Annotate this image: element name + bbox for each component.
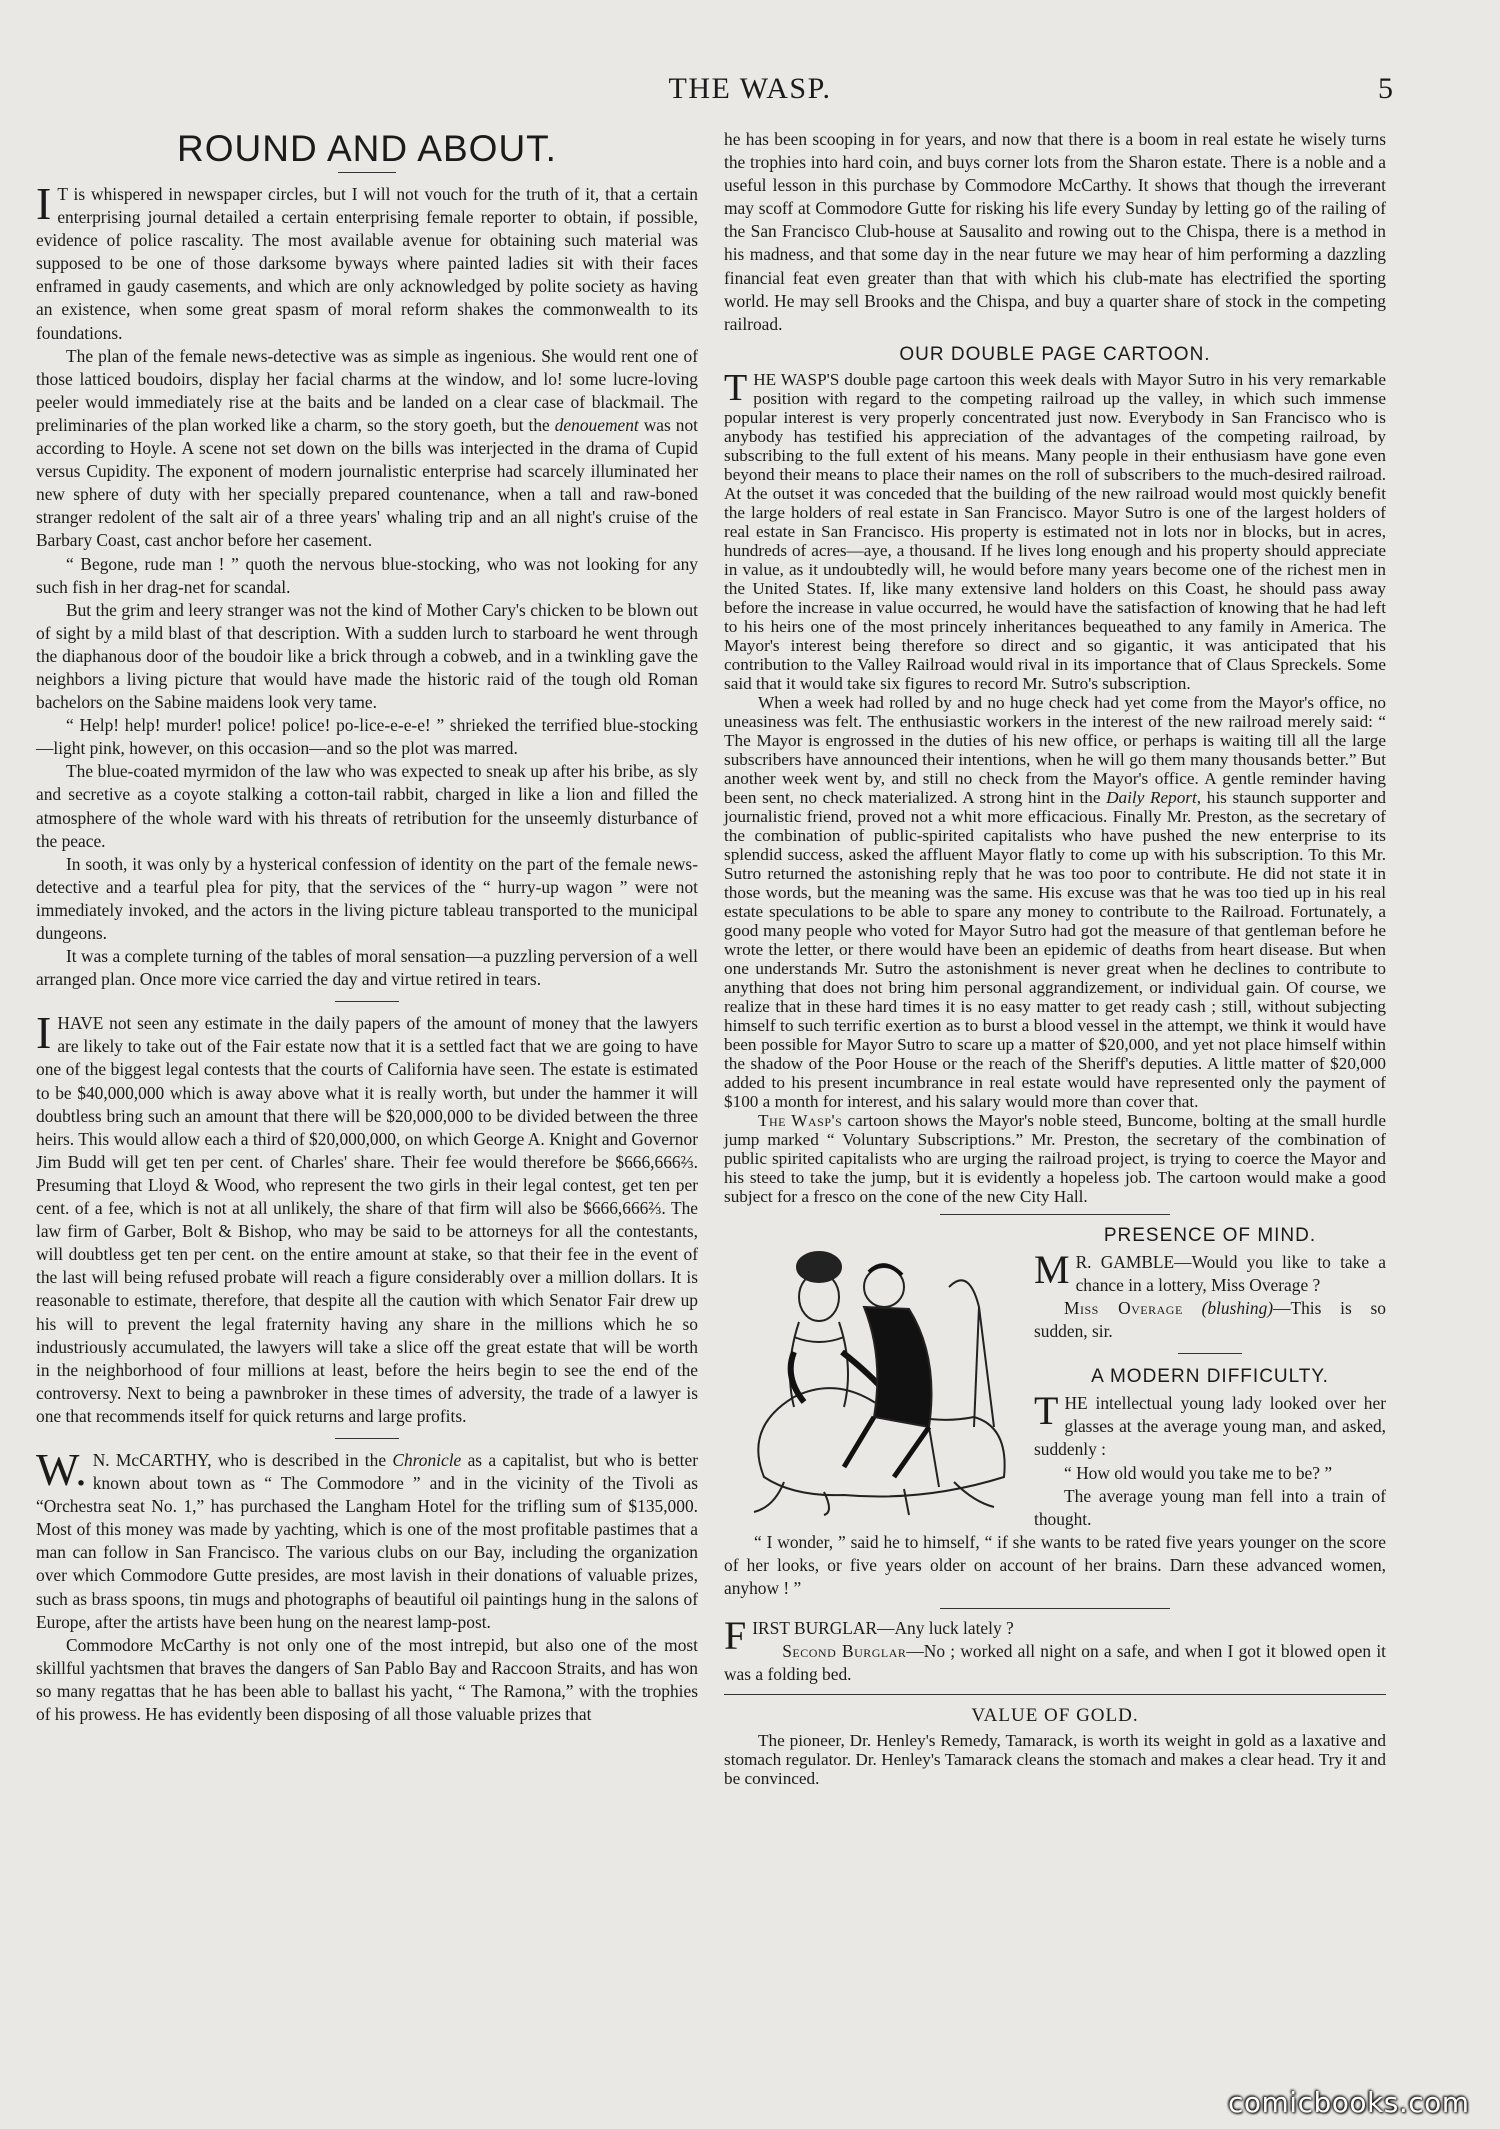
section-divider	[724, 1694, 1386, 1695]
couple-illustration	[724, 1227, 1020, 1517]
article-paragraph: But the grim and leery stranger was not the kind of Mother Cary's chicken to be blown out of sight by a mild blast of that description. With a sudden lurch to starboard he went through the diaphanous door of the boudoir like a brick through a cobweb, and in a twinkling gave the neighbors a living picture that would have made the historic raid of the tough old Roman bachelors on the Sabine maidens look very tame.	[36, 599, 698, 713]
right-column	[724, 128, 1386, 1788]
article-paragraph: The plan of the female news-detective was as simple as ingenious. She would rent one of those latticed boudoirs, display her facial charms at the window, and lo! some lucre-loving peeler would immediately rise at the baits and be landed on a clear case of blackmail. The preliminaries of the plan worked like a charm, so the story goeth, but the denouement was not according to Hoyle. A scene not set down on the bills was interjected in the drama of Cupid versus Cupidity. The exponent of modern journalistic enterprise had scarcely illuminated her new sphere of duty with her specially prepared countenance, when a tall and raw-boned stranger redolent of the salt air of a three years' whaling trip and an all night's cruise of the Barbary Coast, cast anchor before her casement.	[36, 345, 698, 551]
page-number: 5	[1378, 72, 1393, 105]
article-paragraph: In sooth, it was only by a hysterical confession of identity on the part of the female news-detective and a tearful plea for pity, that the services of the “ hurry-up wagon ” were not immediately invoked, and the actors in the living picture tableau transported to the municipal dungeons.	[36, 853, 698, 943]
dialogue-line: FIRST BURGLAR—Any luck lately ?	[724, 1613, 1014, 1659]
drop-cap: F	[724, 1613, 747, 1659]
presence-of-mind-title: PRESENCE OF MIND.	[1103, 1224, 1317, 1246]
cartoon-article	[724, 366, 1387, 1206]
couple-illustration-drawing	[724, 1227, 1020, 1517]
drop-cap: T	[1034, 1388, 1059, 1434]
article-paragraph: When a week had rolled by and no huge check had yet come from the Mayor's office, no uneasiness was felt. The enthusiastic workers in the interest of the new railroad merely said: “ The Mayor is engrossed in the duties of his new office, or perhaps is waiting till all the large subscribers have announced their intentions, when he will go them many thousands better.” But another week went by, and still no check from the Mayor's office. A gentle reminder having been sent, no check materialized. A strong hint in the Daily Report, his staunch supporter and journalistic friend, proved not a whit more efficacious. Finally Mr. Preston, as the secretary of the combination of public-spirited capitalists who have pushed the new enterprise to its splendid success, asked the affluent Mayor flatly to come up with his subscription. To this Mr. Sutro returned the astonishing reply that he was too poor to contribute. He did not state it in those words, but the meaning was the same. His excuse was that he was too tied up in his real estate speculations to be able to spare any money to contribute to the Railroad. Fortunately, a good many people who voted for Mayor Sutro had got the measure of that gentleman before he wrote the letter, or there would have been an epidemic of deaths from heart disease. But when one understands Mr. Sutro the astonishment is never great when he declines to contribute to anything that does not bring him personal aggrandizement, or individual gain. Of course, we realize that in these hard times it is no easy matter to get ready cash ; still, without subjecting himself to such terrific exertion as to burst a blood vessel in the attempt, we think it would have been possible for Mayor Sutro to scare up a matter of $20,000, and yet not place himself within the shadow of the Poor House or the reach of the Sheriff's deputies. A little matter of $20,000 added to his present incumbrance in real estate would have represented only the payment of $100 a month for interest, and his salary would more than cover that.	[724, 692, 1387, 1111]
section-divider	[335, 1001, 399, 1002]
article-paragraph: Commodore McCarthy is not only one of the most intrepid, but also one of the most skillful yachtsmen that braves the dangers of San Pablo Bay and Raccoon Straits, and has won so many regattas that he has been able to ballast his yacht, “ The Ramona,” with the trophies of his prowess. He has evidently been disposing of all those valuable prizes that	[36, 1634, 698, 1724]
article-paragraph: The blue-coated myrmidon of the law who was expected to sneak up after his bribe, as sly and secretive as a coyote stalking a cotton-tail rabbit, charged in like a lion and filled the atmosphere of the whole ward with his threats of retribution for the unseemly disturbance of the peace.	[36, 761, 698, 851]
section-divider	[335, 1438, 399, 1439]
article-paragraph: THE WASP'S double page cartoon this week deals with Mayor Sutro in his very remarkable position with regard to the competing railroad up the valley, in which such immense popular interest is very properly concentrated just now. Everybody in San Francisco who is anybody has testified his appreciation of the advantages of the competing railroad, by subscribing to the full extent of his means. Many people in their enthusiasm have gone even beyond their means to place their names on the roll of subscribers to the much-desired railroad. At the outset it was conceded that the building of the new railroad would most quickly benefit the large holders of real estate in San Francisco. Mayor Sutro is one of the largest holders of real estate in San Francisco. His property is estimated not in lots nor in blocks, but in acres, hundreds of acres—aye, a thousand. If he lives long enough and his property should appreciate in value, as it undoubtedly will, he would before many years become one of the richest men in the United States. If, like many extensive land holders on this Coast, he should pass away before the increase in value occurred, he would have the satisfaction of knowing that he had left to his heirs one of the most princely inheritances bequeathed to any family in America. The Mayor's interest being therefore so direct and so gigantic, it was anticipated that his contribution to the Valley Railroad would rival in its importance that of Claus Spreckels. Some said that it would take six figures to record Mr. Sutro's subscription.	[724, 366, 1386, 693]
running-head: THE WASP.	[668, 72, 832, 105]
article-paragraph: “ Help! help! murder! police! police! po-lice-e-e-e! ” shrieked the terrified blue-stocking—light pink, however, on this occasion—and so the plot was marred.	[36, 715, 698, 759]
article-paragraph: THE intellectual young lady looked over her glasses at the average young man, and asked, suddenly :	[1034, 1388, 1386, 1460]
article-paragraph: “ Begone, rude man ! ” quoth the nervous blue-stocking, who was not looking for any such fish in her drag-net for scandal.	[36, 553, 698, 597]
cartoon-title: OUR DOUBLE PAGE CARTOON.	[899, 343, 1211, 365]
round-and-about-title: ROUND AND ABOUT.	[177, 128, 557, 169]
watermark-logo: comicbooks.com	[1228, 2086, 1470, 2119]
article-paragraph: The Wasp's cartoon shows the Mayor's noble steed, Buncome, bolting at the small hurdle jump marked “ Voluntary Subscriptions.” Mr. Preston, the secretary of the combination of public spirited capitalists who are urging the railroad project, is trying to coerce the Mayor and his steed to take the jump, but it is evidently a hopeless job. The cartoon would make a good subject for a fresco on the cone of the new City Hall.	[724, 1110, 1386, 1206]
dialogue-line: Second Burglar—No ; worked all night on a safe, and when I got it blowed open it was a folding bed.	[724, 1641, 1386, 1685]
dialogue-line: Miss Overage (blushing)—This is so sudden, sir.	[1034, 1298, 1386, 1342]
article-paragraph: I T is whispered in newspaper circles, but I will not vouch for the truth of it, that a certain enterprising journal detailed a certain enterprising female reporter to obtain, if possible, evidence of police rascality. The most available avenue for obtaining such material was supposed to be one of those darksome byways where painted ladies sit with their faces enframed in gaudy casements, and which are only acknowledged by polite society as having an existence, when some great spasm of moral reform shakes the commonwealth to its foundations.	[36, 178, 698, 343]
section-divider	[940, 1214, 1170, 1215]
drop-cap: W.	[36, 1443, 87, 1495]
drop-cap: I	[36, 178, 52, 229]
article-paragraph: “ I wonder, ” said he to himself, “ if she wants to be rated five years younger on the score of her looks, or five years older on account of her brains. Darn these advanced women, anyhow ! ”	[724, 1531, 1386, 1598]
dialogue-line: M R. GAMBLE—Would you like to take a chance in a lottery, Miss Overage ?	[1034, 1246, 1386, 1295]
modern-difficulty-title: A MODERN DIFFICULTY.	[1091, 1366, 1329, 1388]
advert-text: The pioneer, Dr. Henley's Remedy, Tamarack, is worth its weight in gold as a laxative and stomach regulator. Dr. Henley's Tamarack cleans the stomach and makes a clear head. Try it and be convinced.	[724, 1731, 1386, 1789]
value-of-gold-title: VALUE OF GOLD.	[971, 1705, 1139, 1727]
drop-cap: T	[724, 366, 748, 409]
drop-cap: I	[36, 1007, 52, 1059]
article-paragraph: W. N. McCARTHY, who is described in the Chronicle as a capitalist, but who is better known about town as “ The Commodore ” and in the vicinity of the Tivoli as “Orchestra seat No. 1,” has purchased the Langham Hotel for the trifling sum of $135,000. Most of this money was made by yachting, which is one of the most profitable pastimes that a man can follow in San Francisco. The various clubs on our Bay, including the organization over which Commodore Gutte presides, are most lavish in their donations of valuable prizes, such as brass spoons, tin mugs and photographs of beautiful oil paintings hung in the salons of Europe, after the artists have been hung on the nearest lamp-post.	[36, 1443, 698, 1632]
article-paragraph: IHAVE not seen any estimate in the daily papers of the amount of money that the lawyers are likely to take out of the Fair estate now that it is a settled fact that we are going to have one of the biggest legal contests that the courts of California have seen. The estate is estimated to be $40,000,000 which is away above what it is really worth, but under the hammer it will doubtless bring such an amount that there will be $20,000,000 to be divided between the three heirs. This would allow each a third of $20,000,000, on which George A. Knight and Governor Jim Budd will get ten per cent. of Charles' share. Their fee would therefore be $666,666⅔. Presuming that Lloyd & Wood, who represent the two girls in their legal contest, get ten per cent. of a fee, which is not at all unlikely, the share of that firm will also be $666,666⅔. The law firm of Garber, Bolt & Bishop, who may be said to be attorneys for all the contestants, will doubtless get ten per cent. on the entire amount at stake, so that their fee in the event of the last will being refused probate will reach a figure considerably over a million dollars. It is reasonable to estimate, therefore, that despite all the caution with which Senator Fair drew up his will to prevent the legal fraternity having any share in the millions which he so industriously accumulated, the lawyers will take a slice off the great estate that will be worth in the neighborhood of four millions at least, before the heirs begin to see the end of the controversy. Next to being a pawnbroker in these times of adversity, the trade of a lawyer is one that recommends itself for quick returns and large profits.	[36, 1007, 698, 1426]
article-paragraph: “ How old would you take me to be? ”	[1064, 1462, 1333, 1483]
gold-advert	[724, 1731, 1386, 1788]
article-paragraph: he has been scooping in for years, and now that there is a boom in real estate he wisely turns the trophies into hard coin, and buys corner lots from the Sharon estate. There is a noble and a useful lesson in this purchase by Commodore McCarthy. It shows that though the irreverant may scoff at Commodore Gutte for risking his life every Sunday by letting go of the railing of the San Francisco Club-house at Sausalito and rowing out to the Chispa, there is a method in his madness, and that some day in the near future we may hear of him performing a dazzling financial feat even greater than that with which his club-mate has electrified the sporting world. He may sell Brooks and the Chispa, and buy a quarter share of stock in the competing railroad.	[724, 129, 1386, 334]
article-paragraph: The average young man fell into a train of thought.	[1034, 1485, 1386, 1529]
section-divider	[1178, 1353, 1242, 1354]
drop-cap: M	[1034, 1246, 1070, 1292]
section-divider	[940, 1608, 1170, 1609]
title-rule	[338, 172, 396, 173]
article-paragraph: It was a complete turning of the tables of moral sensation—a puzzling perversion of a well arranged plan. Once more vice carried the day and virtue retired in tears.	[36, 946, 698, 990]
left-column	[36, 128, 698, 1726]
